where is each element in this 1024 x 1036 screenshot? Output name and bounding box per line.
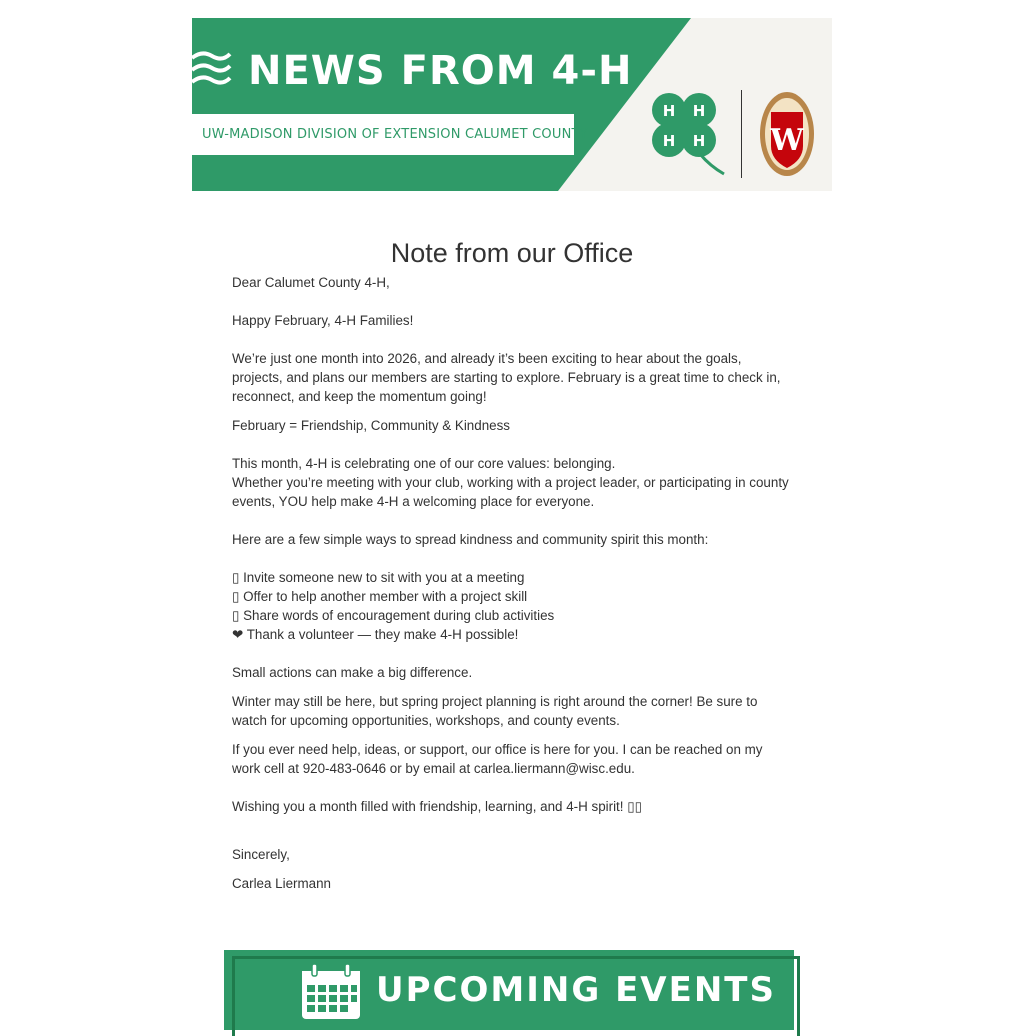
four-h-clover-logo xyxy=(640,88,728,180)
list-item: ▯ Invite someone new to sit with you at a meeting xyxy=(232,570,525,585)
crest-letter: W xyxy=(770,123,804,158)
intro-paragraph: We’re just one month into 2026, and already it’s been exciting to hear about the goals, projects, and plans our members are starting to explore. February is a great time to check in, reconnect, and keep the momentum going! xyxy=(232,351,781,404)
clover-leaf-letter: H xyxy=(662,102,676,120)
salutation: Dear Calumet County 4-H, xyxy=(232,275,390,290)
clover-leaf-letter: H xyxy=(662,132,676,150)
logo-divider xyxy=(741,90,742,178)
winter-paragraph: Winter may still be here, but spring project planning is right around the corner! Be sure to watch for upcoming opportunities, workshops, and county events. xyxy=(232,694,758,728)
greeting: Happy February, 4-H Families! xyxy=(232,313,414,328)
letter-body xyxy=(232,273,792,893)
uw-crest-logo xyxy=(757,88,817,180)
banner-subtitle: UW-MADISON DIVISION OF EXTENSION CALUMET COUNTY xyxy=(202,127,588,142)
theme-line: February = Friendship, Community & Kindness xyxy=(232,418,510,433)
calendar-icon xyxy=(300,963,362,1021)
clover-leaf-letter: H xyxy=(692,132,706,150)
list-item: ▯ Offer to help another member with a project skill xyxy=(232,589,528,604)
ways-intro: Here are a few simple ways to spread kindness and community spirit this month: xyxy=(232,532,709,547)
list-item: ▯ Share words of encouragement during club activities xyxy=(232,608,555,623)
list-item: ❤ Thank a volunteer — they make 4-H possible! xyxy=(232,627,519,642)
waves-icon xyxy=(192,50,232,92)
contact-paragraph: If you ever need help, ideas, or support, our office is here for you. I can be reached on my work cell at 920-483-0646 or by email at carlea.liermann@wisc.edu. xyxy=(232,742,763,776)
wishing-line: Wishing you a month filled with friendship, learning, and 4-H spirit! ▯▯ xyxy=(232,799,642,814)
banner-green-shape xyxy=(192,18,832,191)
small-actions-line: Small actions can make a big difference. xyxy=(232,665,473,680)
header-banner xyxy=(192,18,832,191)
values-line: This month, 4-H is celebrating one of our core values: belonging. xyxy=(232,456,616,471)
clover-leaf-letter: H xyxy=(692,102,706,120)
closing: Sincerely, xyxy=(232,847,290,862)
upcoming-events-title: UPCOMING EVENTS xyxy=(376,970,776,1010)
section-heading: Note from our Office xyxy=(390,238,634,268)
banner-subtitle-box xyxy=(192,114,588,155)
signature: Carlea Liermann xyxy=(232,876,331,891)
values-paragraph: Whether you’re meeting with your club, working with a project leader, or participating in county events, YOU help make 4-H a welcoming place for everyone. xyxy=(232,475,789,509)
banner-title: NEWS FROM 4-H xyxy=(248,48,633,94)
